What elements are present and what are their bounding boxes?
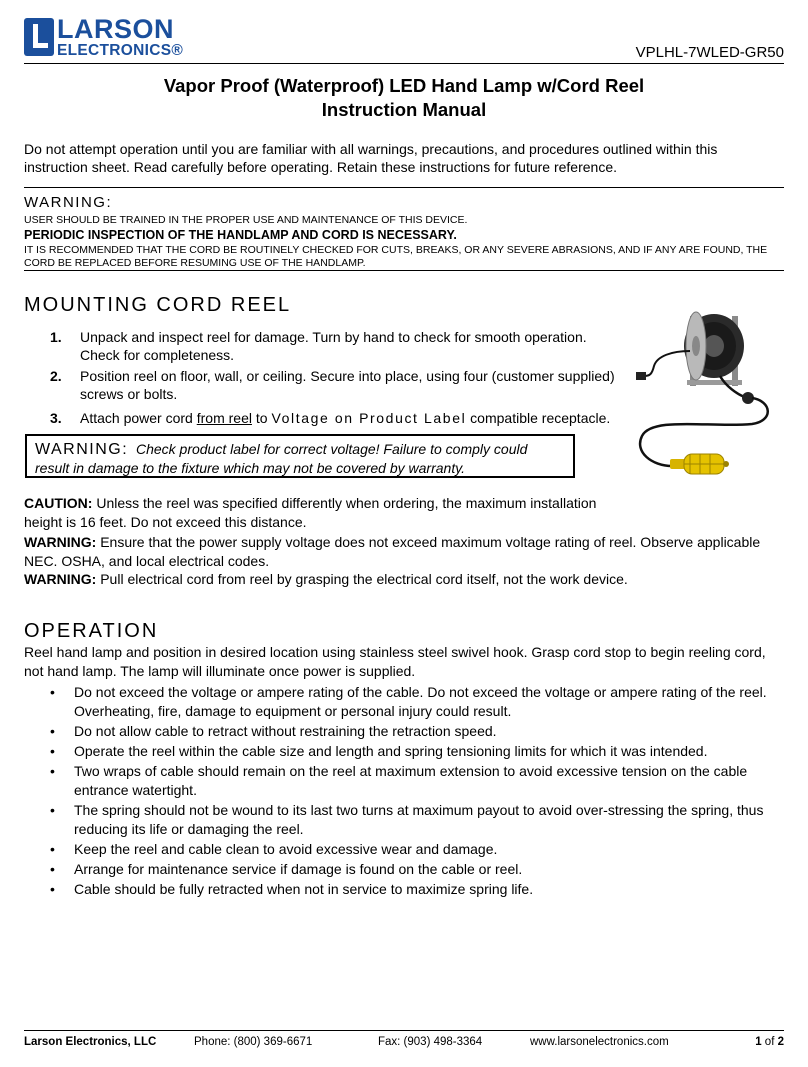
footer-website[interactable]: www.larsonelectronics.com bbox=[530, 1036, 669, 1048]
step-number: 1. bbox=[50, 329, 62, 345]
list-item: • Operate the reel within the cable size and length and spring tensioning limits for which it was intended. bbox=[50, 742, 780, 761]
logo-wordmark-bottom: ELECTRONICS® bbox=[57, 42, 184, 59]
step-text-underlined: from reel bbox=[196, 410, 252, 426]
warning-label: WARNING: bbox=[24, 534, 97, 550]
voltage-warning-box bbox=[25, 434, 575, 478]
footer-divider bbox=[24, 1030, 784, 1031]
step-text-voltage-label: Voltage on Product Label bbox=[271, 410, 467, 426]
warning-label: WARNING: bbox=[24, 571, 97, 587]
document-title bbox=[0, 74, 808, 122]
mounting-step-3 bbox=[50, 409, 620, 427]
cord-reel-illustration bbox=[632, 306, 782, 506]
step-text: Unpack and inspect reel for damage. Turn by hand to check for smooth operation. Check for completeness. bbox=[80, 329, 587, 363]
caution-label: CAUTION: bbox=[24, 495, 93, 511]
list-item: • Keep the reel and cable clean to avoid excessive wear and damage. bbox=[50, 840, 780, 859]
list-item: • Cable should be fully retracted when not in service to maximize spring life. bbox=[50, 880, 780, 899]
logo-wordmark-top: LARSON bbox=[57, 14, 174, 44]
step-number: 2. bbox=[50, 368, 62, 384]
warning-voltage-paragraph bbox=[24, 533, 784, 571]
step-text-mid: to bbox=[251, 410, 272, 426]
caution-text: Unless the reel was specified differently when ordering, the maximum installation height is 16 feet. Do not exceed this distance. bbox=[24, 495, 597, 530]
section-heading-operation: OPERATION bbox=[24, 620, 159, 642]
intro-paragraph: Do not attempt operation until you are familiar with all warnings, precautions, and procedures outlined within this instruction sheet. Read carefully before operating. Retain these instructions for future reference. bbox=[24, 141, 718, 175]
section-heading-mounting: MOUNTING CORD REEL bbox=[24, 294, 292, 316]
warning-heading: WARNING: bbox=[24, 194, 113, 211]
warning-cord-paragraph bbox=[24, 570, 784, 589]
footer-company: Larson Electronics, LLC bbox=[24, 1036, 157, 1048]
title-line-1: Vapor Proof (Waterproof) LED Hand Lamp w/Cord Reel bbox=[163, 75, 645, 96]
footer-page-number bbox=[755, 1036, 784, 1048]
step-text: Position reel on floor, wall, or ceiling. Secure into place, using four (customer supplied) screws or bolts. bbox=[80, 368, 615, 402]
list-item: • Do not exceed the voltage or ampere rating of the cable. Do not exceed the voltage or ampere rating of the reel. Overheating, fire, damage to equipment or personal injury could result. bbox=[50, 683, 780, 721]
warning-bottom-divider bbox=[24, 270, 784, 271]
cord-reel-product-image bbox=[632, 306, 782, 506]
step-number: 3. bbox=[50, 410, 62, 426]
step-text-pre: Attach power cord bbox=[80, 410, 197, 426]
warnbox-label: WARNING: bbox=[35, 441, 129, 458]
title-line-2: Instruction Manual bbox=[321, 99, 487, 120]
mounting-step-2 bbox=[50, 367, 620, 403]
list-item: • Do not allow cable to retract without restraining the retraction speed. bbox=[50, 722, 780, 741]
operation-bullet-list bbox=[50, 683, 780, 900]
warning-text: Pull electrical cord from reel by grasping the electrical cord itself, not the work device. bbox=[96, 571, 628, 587]
warnbox-text: Check product label for correct voltage! Failure to comply could result in damage to the fixture which may not be covered by warranty. bbox=[35, 441, 528, 476]
model-number: VPLHL-7WLED-GR50 bbox=[635, 44, 784, 61]
step-text bbox=[80, 409, 620, 427]
footer-phone: Phone: (800) 369-6671 bbox=[194, 1036, 313, 1048]
page-current: 1 bbox=[755, 1036, 762, 1048]
list-item: • Arrange for maintenance service if damage is found on the cable or reel. bbox=[50, 860, 780, 879]
warning-text: Ensure that the power supply voltage does not exceed maximum voltage rating of reel. Observe applicable NEC. OSHA, and local electrical codes. bbox=[24, 534, 761, 569]
operation-intro: Reel hand lamp and position in desired location using stainless steel swivel hook. Grasp cord stop to begin reeling cord, not hand lamp. The lamp will illuminate once power is supplied. bbox=[24, 644, 766, 679]
larson-logo bbox=[24, 16, 224, 64]
page-of: of bbox=[761, 1036, 778, 1048]
list-item: • The spring should not be wound to its last two turns at maximum payout to avoid over-stressing the spring, thus reducing its life or damaging the reel. bbox=[50, 801, 780, 839]
caution-paragraph bbox=[24, 494, 624, 532]
logo-mark-icon bbox=[24, 18, 54, 56]
mounting-step-1 bbox=[50, 328, 620, 364]
header-divider bbox=[24, 63, 784, 64]
warning-line-inspection: PERIODIC INSPECTION OF THE HANDLAMP AND CORD IS NECESSARY. bbox=[24, 228, 457, 242]
page-total: 2 bbox=[777, 1036, 784, 1048]
list-item: • Two wraps of cable should remain on the reel at maximum extension to avoid excessive tension on the cable entrance watertight. bbox=[50, 762, 780, 800]
warning-top-divider bbox=[24, 187, 784, 188]
warning-line-training: USER SHOULD BE TRAINED IN THE PROPER USE AND MAINTENANCE OF THIS DEVICE. bbox=[24, 214, 468, 226]
footer-fax: Fax: (903) 498-3364 bbox=[378, 1036, 483, 1048]
step-text-post: compatible receptacle. bbox=[466, 410, 611, 426]
warning-line-cord: IT IS RECOMMENDED THAT THE CORD BE ROUTINELY CHECKED FOR CUTS, BREAKS, OR ANY SEVERE ABRASIONS, AND IF ANY ARE FOUND, THE CORD BE REPLACED BEFORE RESUMING USE OF THE HANDLAMP. bbox=[24, 244, 768, 269]
